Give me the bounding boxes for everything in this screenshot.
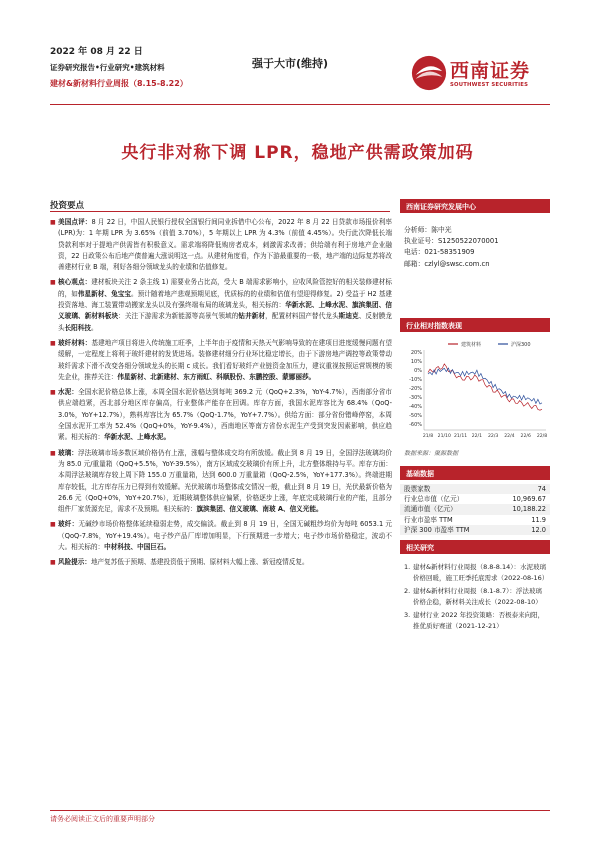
related-text[interactable]: 建材&新材料行业周报（8.8-8.14）：水泥玻璃价格回暖，施工旺季托底需求（2022-08-16） — [413, 563, 549, 582]
report-title: 央行非对称下调 LPR，稳地产供需政策加码 — [121, 143, 474, 163]
point-text: 无碱纱市场价格整体延续稳弱走势，成交偏淡。截止到 8 月 19 日，全国无碱粗纱均价为每吨 6053.1 元（QoQ-7.8%，YoY+19.4%）。电子纱产品厂库增加明显，下行预期进一步增大；电子纱市场价格稳定，波动不大。相关标的： — [58, 520, 393, 552]
point-label: 美国点评： — [58, 218, 92, 226]
point-highlight: 旗滨集团、信义玻璃、南玻 A、信义光能。 — [196, 505, 323, 514]
point-text: 8 月 22 日，中国人民银行授权全国银行间同业拆借中心公布，2022 年 8 月 22 日贷款市场报价利率(LPR)为：1 年期 LPR 为 3.65%（前值 3.70%），5 年期以上 LPR 为 4.3%（前值 4.45%）。央行此次降低长端贷款利率对于提地产供需皆有积极意义。需求端将降低购房者成本，刺激需求改善；供给端有利于房地产企业融资，22 日政策公布后地产债普遍大涨说明这一点。从建材角度看，作为下游最重要的一极，地产端的边际复苏将改善建材行业 B 端，利好各细分领域龙头的业绩和估值修复。 — [58, 218, 393, 272]
point-text: 全国水泥价格总体上涨，本周全国水泥价格达到每吨 369.2 元（QoQ+2.3%，YoY-4.7%），西南部分省市供应端趋紧，西北部分地区库存偏高，行业整体产能存在回调。库存方面，我国水泥库容比为 68.4%（QoQ-3.0%，YoY+12.7%），熟料库容比为 65.7%（QoQ-1.7%，YoY+7.7%）。供给方面：部分省份错峰停窑，本周全国水泥开工率为 52.4%（QoQ+0%，YoY-9.4%），西南地区等南方省份水泥生产受到突发因素影响，供应趋紧。相关标的： — [58, 388, 392, 442]
bullet-icon: ■ — [50, 339, 56, 347]
y-tick-label: -40% — [409, 404, 422, 410]
investment-heading: 投资要点 — [50, 201, 85, 211]
table-row — [400, 494, 550, 504]
point-label: 玻璃： — [58, 448, 78, 457]
key-data-title: 基础数据 — [400, 466, 550, 480]
point-risk — [50, 557, 392, 568]
report-category: 证券研究报告•行业研究•建筑材料 — [50, 63, 165, 72]
related-text[interactable]: 建材行业 2022 年投资策略：否极泰来向阳，推优质好赛道（2021-12-21） — [413, 611, 545, 630]
phone-label: 电话： — [404, 248, 425, 257]
y-tick-label: -60% — [409, 422, 422, 428]
point-text: 。预计随着地产悲观预期见底，优质标的的业绩和估值有望迎得修复。2) 受益于 H2 基建投资落地、海工装置带动搬家龙头以及有强终端布局的玻璃龙头，相关标的： — [58, 289, 393, 310]
logo-mark-icon — [410, 54, 448, 92]
point-cement — [50, 387, 392, 443]
license-label: 执业证号： — [404, 237, 438, 246]
point-label: 玻纤材料： — [58, 338, 92, 347]
point-highlight: 斯迪克 — [338, 312, 359, 321]
related-list — [400, 560, 550, 632]
point-fiberglass — [50, 519, 392, 553]
report-header — [50, 44, 188, 89]
investment-points — [50, 217, 392, 573]
x-tick-label: 22/3 — [487, 434, 499, 439]
x-tick-label: 21/8 — [422, 434, 434, 439]
point-highlight: 华新水泥、上峰水泥、旗滨集团、信义玻璃、新材料板块 — [58, 301, 393, 321]
bullet-icon: ■ — [50, 449, 56, 457]
chart-svg — [400, 336, 550, 444]
point-text: 、反射膜龙头 — [58, 312, 393, 332]
team-title: 西南证券研究发展中心 — [400, 199, 550, 213]
point-text: 浮法玻璃市场多数区域价格仍有上涨，涨幅与整体成交均有所放缓。截止到 8 月 19 日，全国浮法玻璃均价为 85.0 元/重量箱（QoQ+5.5%，YoY-39.5%），南方区域成交玻璃价有所上升，北方整体维持与平。库存方面：本周浮法玻璃库存较上周下降 155.0 万重量箱，达到 600.0 万重量箱（QoQ-2.5%，YoY+177.3%）。终端进期库存较低，北方库存压力已得到有效缓解。光伏玻璃市场整体成交情况一般，截止到 8 月 19 日，光伏最新价格为 26.6 元（QoQ+0%，YoY+20.7%），近期玻璃整体供应偏紧，价格逐步上涨，年底完成玻璃行业的产能，且部分组件厂家货源充足，需求不及预期。相关标的： — [58, 448, 392, 514]
related-item[interactable] — [400, 586, 550, 608]
x-tick-label: 22/6 — [520, 434, 531, 439]
series-line-0 — [428, 364, 542, 410]
key-data-header — [400, 466, 550, 480]
related-title: 相关研究 — [400, 540, 550, 554]
table-row — [400, 525, 550, 535]
point-highlight: 长阳科技 — [64, 323, 91, 332]
chart-title: 行业相对指数表现 — [400, 318, 550, 332]
series-line-1 — [428, 368, 542, 404]
table-row — [400, 515, 550, 525]
license-value: S1250522070001 — [437, 237, 499, 246]
key-label: 沪深 300 市盈率 TTM — [404, 525, 470, 534]
chart-source: 数据来源：聚源数据 — [404, 450, 459, 457]
table-row — [400, 484, 550, 494]
point-highlight: 伟星新材、北新建材、东方雨虹、科顺股份、东鹏控股、蒙娜丽莎。 — [117, 372, 316, 381]
point-text: ，配置材料国产替代龙头 — [265, 312, 339, 321]
bullet-icon: ■ — [50, 389, 56, 397]
bullet-icon: ■ — [50, 219, 56, 226]
point-highlight: 中材科技、中国巨石。 — [104, 543, 171, 552]
investment-divider — [50, 211, 390, 212]
key-data-table — [400, 484, 550, 535]
point-label: 水泥： — [58, 388, 79, 397]
analyst-license — [400, 236, 550, 247]
chart-panel — [400, 318, 550, 332]
key-value: 12.0 — [531, 525, 546, 534]
related-number: 2. — [404, 587, 411, 595]
report-date: 2022 年 08 月 22 日 — [50, 47, 143, 57]
bullet-icon: ■ — [50, 559, 56, 567]
key-value: 74 — [537, 485, 546, 493]
point-label: 玻纤： — [58, 520, 79, 529]
point-fiber-materials — [50, 338, 392, 383]
y-tick-label: -30% — [409, 395, 422, 401]
y-tick-label: 0% — [414, 368, 422, 374]
key-label: 行业总市值（亿元） — [404, 495, 464, 504]
related-text[interactable]: 建材&新材料行业周报（8.1-8.7）：浮法玻璃价格企稳，新材料关注成长（2022-08-10） — [413, 587, 542, 606]
y-tick-label: 10% — [410, 359, 422, 365]
key-value: 11.9 — [531, 515, 546, 524]
y-tick-label: -20% — [409, 386, 422, 392]
point-text: 基建地产项目将进入传统施工旺季，上半年由于疫情和天热天气影响导致的在建项目进度缓慢问题有望缓解，一定程度上将利于玻纤建材的发货进场。装修建材细分行业环比稳定增长，由于下游房地产调控等政策带动玻纤需求下滑不改变各细分领域龙头的长期 c 成长。我们看好玻纤产业链资金加压力，建议重视按照运营规模的领先企业，推荐关注： — [58, 338, 393, 381]
related-number: 1. — [404, 563, 411, 571]
point-text: ：关注下游需求为新能源等高景气领域的 — [118, 312, 239, 321]
x-tick-label: 21/10 — [437, 434, 451, 439]
x-tick-label: 22/4 — [504, 434, 515, 439]
legend-label: 沪深300 — [511, 342, 531, 348]
email-value[interactable]: czlyl@swsc.com.cn — [424, 259, 490, 268]
header-divider — [50, 104, 550, 105]
table-row — [400, 504, 550, 514]
related-item[interactable] — [400, 610, 550, 632]
y-tick-label: -50% — [409, 413, 422, 419]
point-highlight: 华新水泥、上峰水泥。 — [104, 433, 171, 442]
point-text: 地产复苏低于预期、基建投资低于预期、原材料大幅上涨、新冠疫情反复。 — [90, 558, 309, 567]
relative-index-chart — [400, 336, 550, 444]
related-header — [400, 540, 550, 554]
bullet-icon: ■ — [50, 521, 56, 529]
y-tick-label: -10% — [409, 377, 422, 383]
point-label: 核心观点： — [58, 278, 92, 287]
footer-disclaimer: 请务必阅读正文后的重要声明部分 — [50, 815, 155, 823]
point-text: 建材板块关注 2 条主线 1) 需要业务占比高，受大 B 端需求影响小，应收风险管控好的相关装修建材标的，如 — [58, 278, 393, 298]
point-text: 。 — [90, 323, 98, 332]
point-highlight: 伟星新材、兔宝宝 — [77, 289, 131, 298]
analyst-value: 陈中光 — [431, 226, 452, 234]
point-glass — [50, 448, 392, 516]
related-number: 3. — [404, 611, 411, 619]
phone-value: 021-58351909 — [424, 248, 475, 257]
x-tick-label: 21/11 — [453, 434, 468, 439]
key-label: 股票家数 — [404, 485, 431, 493]
analyst-panel — [400, 199, 550, 270]
key-value: 10,969.67 — [512, 495, 546, 504]
x-tick-label: 22/1 — [471, 434, 483, 439]
analyst-label: 分析师： — [404, 226, 432, 234]
email-label: 邮箱： — [404, 259, 425, 268]
key-value: 10,188.22 — [512, 505, 546, 514]
point-core-view — [50, 277, 392, 333]
logo-name-en: SOUTHWEST SECURITIES — [450, 82, 529, 88]
report-series: 建材&新材料行业周报（8.15-8.22） — [50, 79, 188, 88]
point-us-review — [50, 217, 392, 273]
bullet-icon: ■ — [50, 279, 56, 287]
company-logo — [410, 50, 550, 96]
footer-divider — [50, 810, 550, 811]
analyst-phone — [400, 247, 550, 258]
x-tick-label: 22/8 — [536, 434, 548, 439]
legend-label: 建筑材料 — [461, 342, 482, 348]
y-tick-label: 20% — [410, 350, 422, 356]
point-label: 风险提示： — [58, 558, 91, 567]
key-label: 流通市值（亿元） — [404, 505, 457, 514]
industry-rating: 强于大市(维持) — [252, 57, 329, 70]
related-item[interactable] — [400, 562, 550, 584]
logo-name-cn: 西南证券 — [450, 60, 531, 82]
analyst-email[interactable] — [400, 259, 550, 270]
point-highlight: 钻井新材 — [238, 312, 266, 321]
analyst-name — [400, 225, 550, 236]
key-label: 行业市盈率 TTM — [404, 515, 453, 524]
